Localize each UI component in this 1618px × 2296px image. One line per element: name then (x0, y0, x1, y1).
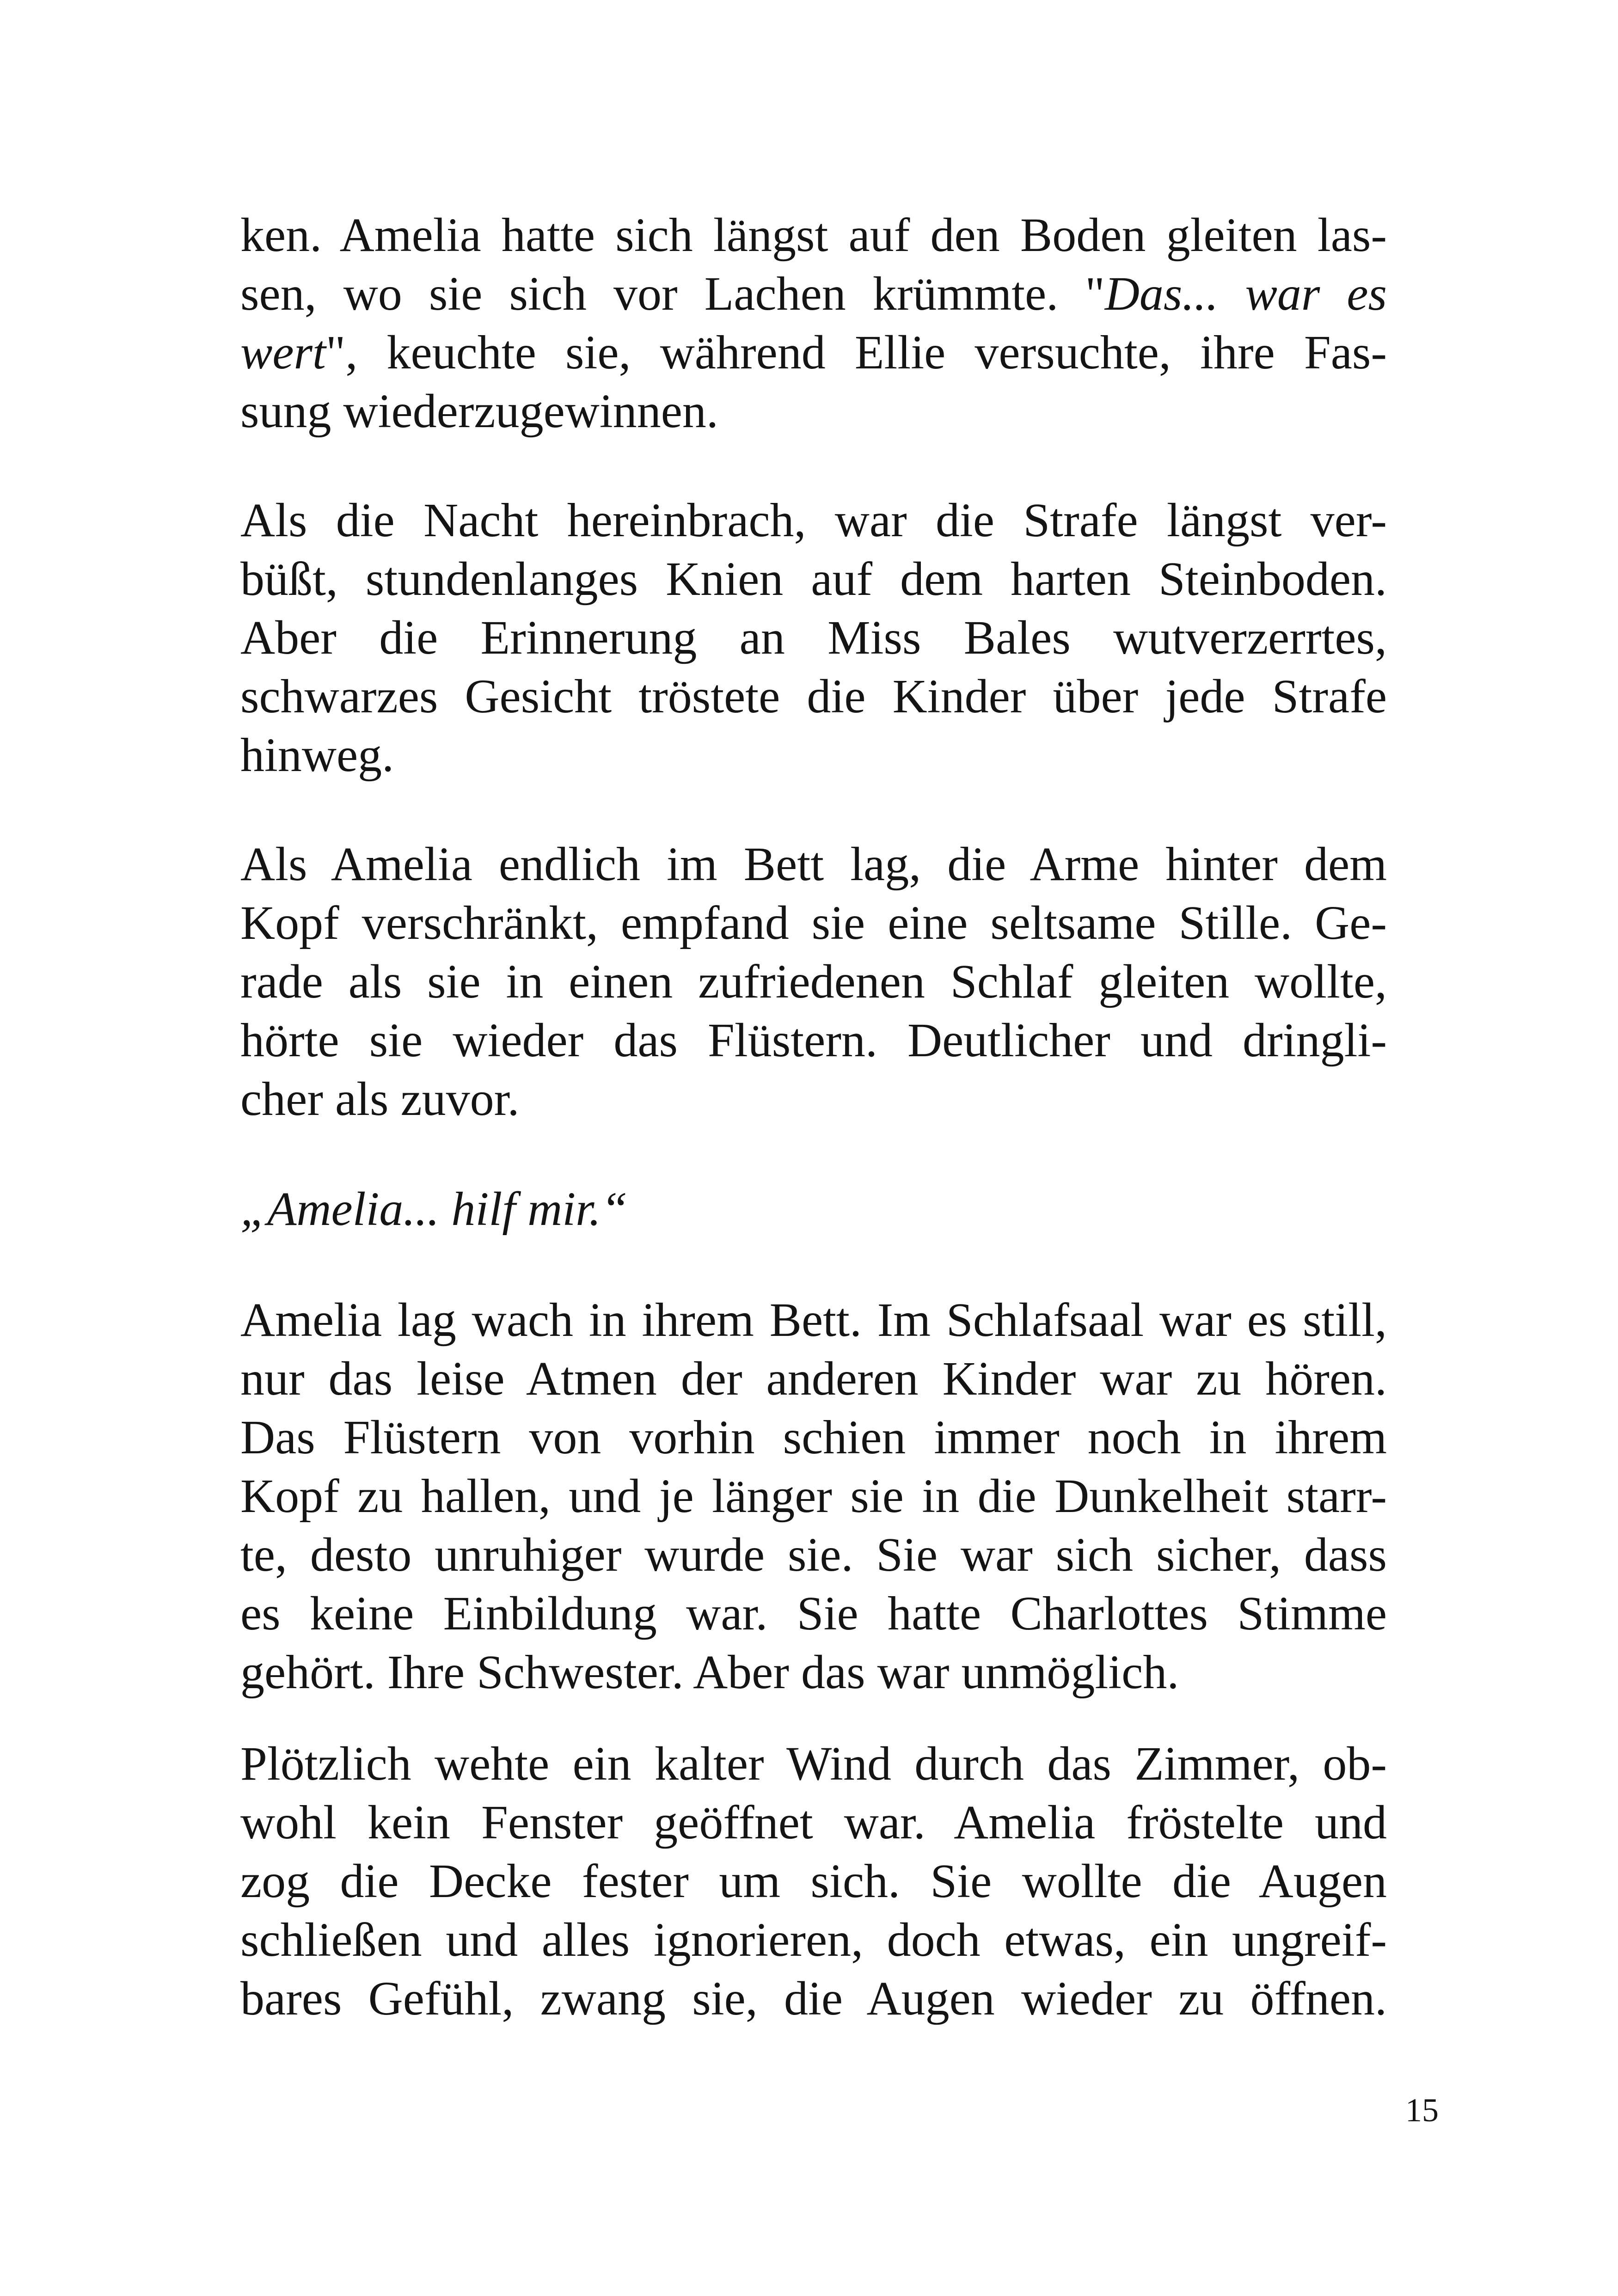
text-line: es keine Einbildung war. Sie hatte Charlottes Stimme (240, 1587, 1387, 1640)
text-line: Amelia lag wach in ihrem Bett. Im Schlafsaal war es still, (240, 1293, 1387, 1347)
line-segment-italic: Das... war es (1104, 267, 1387, 320)
paragraph-2 (240, 491, 1387, 784)
paragraph-3 (240, 835, 1387, 1128)
text-line: ken. Amelia hatte sich längst auf den Boden gleiten las- (240, 208, 1387, 262)
text-line: nur das leise Atmen der anderen Kinder war zu hören. (240, 1352, 1387, 1405)
line-segment-roman: ", keuchte sie, während Ellie versuchte, ihre Fas- (325, 326, 1387, 379)
text-line: rade als sie in einen zufriedenen Schlaf gleiten wollte, (240, 955, 1387, 1008)
paragraph-1 (240, 206, 1387, 441)
text-line: „Amelia... hilf mir.“ (240, 1182, 628, 1236)
paragraph-5 (240, 1291, 1387, 1702)
text-line: schließen und alles ignorieren, doch etwas, ein ungreif- (240, 1913, 1387, 1966)
page-number: 15 (1405, 2092, 1439, 2129)
text-line: gehört. Ihre Schwester. Aber das war unmöglich. (240, 1646, 1179, 1699)
text-line: Kopf verschränkt, empfand sie eine seltsame Stille. Ge- (240, 896, 1387, 949)
text-line: bares Gefühl, zwang sie, die Augen wieder zu öffnen. (240, 1972, 1387, 2025)
paragraph-6 (240, 1734, 1387, 2028)
text-line: Als die Nacht hereinbrach, war die Strafe längst ver- (240, 494, 1387, 547)
text-line: sung wiederzugewinnen. (240, 385, 718, 438)
paragraph-4-quote (240, 1180, 1387, 1238)
text-line: büßt, stundenlanges Knien auf dem harten Steinboden. (240, 552, 1387, 606)
text-line: Plötzlich wehte ein kalter Wind durch das Zimmer, ob- (240, 1737, 1387, 1790)
text-line (240, 264, 1387, 323)
text-line: cher als zuvor. (240, 1072, 520, 1126)
line-segment-italic: wert (240, 326, 326, 379)
text-line: hinweg. (240, 729, 394, 782)
text-line: zog die Decke fester um sich. Sie wollte die Augen (240, 1855, 1387, 1908)
text-line: Das Flüstern von vorhin schien immer noch in ihrem (240, 1411, 1387, 1464)
text-line: te, desto unruhiger wurde sie. Sie war sich sicher, dass (240, 1528, 1387, 1581)
text-line: hörte sie wieder das Flüstern. Deutlicher und dringli- (240, 1014, 1387, 1067)
text-line: Als Amelia endlich im Bett lag, die Arme hinter dem (240, 838, 1387, 891)
text-line: wohl kein Fenster geöffnet war. Amelia fröstelte und (240, 1796, 1387, 1849)
line-segment-roman: sen, wo sie sich vor Lachen krümmte. " (240, 267, 1105, 320)
text-line: Aber die Erinnerung an Miss Bales wutverzerrtes, (240, 611, 1387, 664)
text-line: Kopf zu hallen, und je länger sie in die Dunkelheit starr- (240, 1469, 1387, 1523)
text-line: schwarzes Gesicht tröstete die Kinder über jede Strafe (240, 670, 1387, 723)
text-line (240, 323, 1387, 382)
